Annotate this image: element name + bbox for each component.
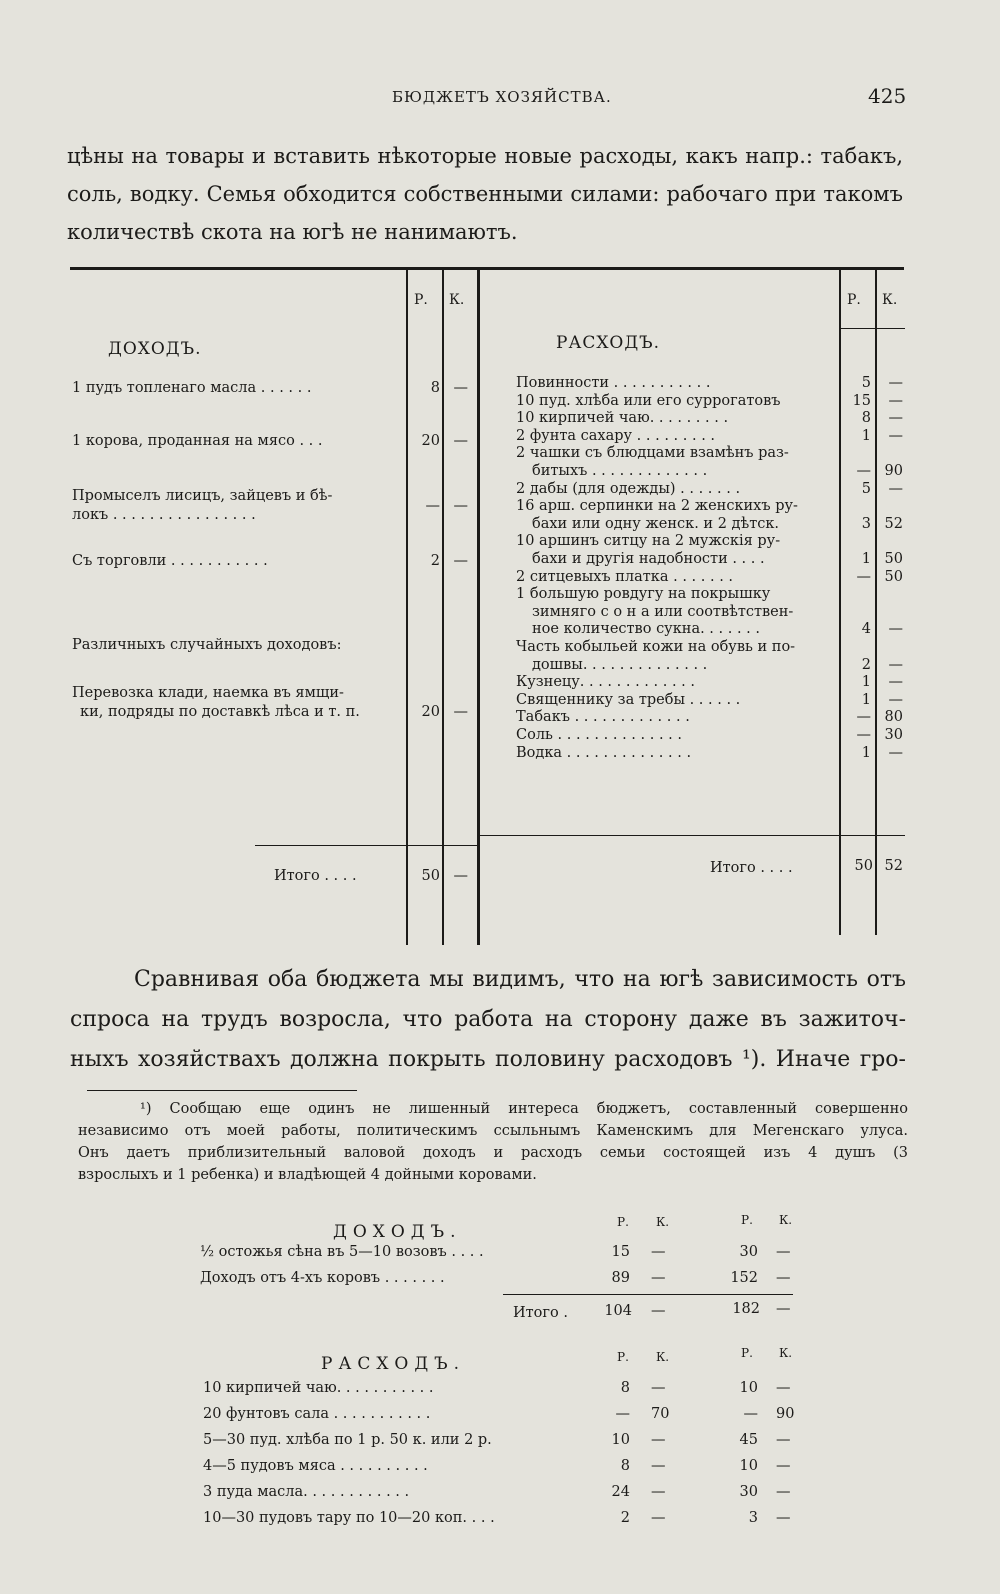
fn-row-label: 10 кирпичей чаю. . . . . . . . . . .	[203, 1380, 434, 1396]
fn-row-k2: —	[776, 1510, 791, 1526]
income-row-label: Перевозка клади, наемка въ ямщи-	[72, 685, 344, 701]
fn-income-total-label: Итого .	[513, 1305, 568, 1321]
fn-row-r2: 152	[730, 1270, 758, 1286]
fn-income-total-r1: 104	[604, 1303, 632, 1319]
fn-row-k1: —	[651, 1458, 666, 1474]
expense-row-r: —	[856, 727, 871, 743]
expense-total-k: 52	[884, 858, 903, 874]
header-underline	[839, 328, 905, 329]
expense-row-r: —	[856, 569, 871, 585]
expense-row-r: 1	[861, 551, 871, 567]
footnote-line: Онъ даетъ приблизительный валовой доходъ и расходъ семьи состоящей изъ 4 душъ (3	[78, 1145, 908, 1161]
expense-row-label: 10 кирпичей чаю. . . . . . . . .	[516, 410, 729, 426]
expense-col-r-header: Р.	[847, 292, 861, 308]
income-row-k: —	[453, 553, 468, 569]
fn-row-k1: 70	[651, 1406, 670, 1422]
income-total-k: —	[453, 868, 468, 884]
fn-row-label: Доходъ отъ 4-хъ коровъ . . . . . . .	[200, 1270, 445, 1286]
income-row-label: 1 корова, проданная на мясо . . .	[72, 433, 323, 449]
conclusion-paragraph	[70, 960, 906, 1080]
conclusion-line: спроса на трудъ возросла, что работа на сторону даже въ зажиточ-	[70, 1007, 906, 1032]
income-row-r: 20	[421, 433, 440, 449]
fn-row-k2: 90	[776, 1406, 795, 1422]
fn-col-r1: Р.	[617, 1215, 629, 1229]
intro-line: цѣны на товары и вставить нѣкоторые новые расходы, какъ напр.: табакъ,	[67, 144, 903, 168]
fn-row-r2: 45	[739, 1432, 758, 1448]
expense-row-r: 5	[861, 375, 871, 391]
expense-row-label: бахи и другія надобности . . . .	[532, 551, 765, 567]
expense-row-r: 5	[861, 481, 871, 497]
fn-income-total-r2: 182	[732, 1301, 760, 1317]
intro-line: соль, водку. Семья обходится собственными силами: рабочаго при такомъ	[67, 182, 903, 206]
expense-row-k: 50	[884, 551, 903, 567]
footnote-line: независимо отъ моей работы, политическимъ ссыльнымъ Каменскимъ для Мегенскаго улуса.	[78, 1123, 908, 1139]
fn-row-r1: 15	[611, 1244, 630, 1260]
fn-col-k1b: К.	[656, 1350, 670, 1364]
income-col-k-header: К.	[449, 292, 465, 308]
expense-total-r: 50	[854, 858, 873, 874]
income-row-k: —	[453, 498, 468, 514]
fn-income-total-rule	[503, 1294, 793, 1295]
expense-row-label: Водка . . . . . . . . . . . . . .	[516, 745, 692, 761]
fn-income-title: ДОХОДЪ.	[333, 1222, 462, 1242]
fn-row-r2: 30	[739, 1484, 758, 1500]
expense-row-label: дошвы. . . . . . . . . . . . . .	[532, 657, 708, 673]
income-row-label: Различныхъ случайныхъ доходовъ:	[72, 637, 342, 653]
fn-row-k1: —	[651, 1244, 666, 1260]
expense-row-label: 2 чашки съ блюдцами взамѣнъ раз-	[516, 445, 789, 461]
expense-col-k-header: К.	[882, 292, 898, 308]
expense-row-r: 1	[861, 428, 871, 444]
income-total-label: Итого . . . .	[274, 868, 357, 884]
income-row-label-cont: ки, подряды по доставкѣ лѣса и т. п.	[80, 704, 360, 720]
fn-row-label: 5—30 пуд. хлѣба по 1 р. 50 к. или 2 р.	[203, 1432, 492, 1448]
fn-row-k1: —	[651, 1484, 666, 1500]
fn-income-total-k1: —	[651, 1303, 666, 1319]
expense-row-label: 16 арш. серпинки на 2 женскихъ ру-	[516, 498, 798, 514]
expense-row-r: —	[856, 709, 871, 725]
fn-row-k1: —	[651, 1510, 666, 1526]
expense-row-r: —	[856, 463, 871, 479]
fn-row-r2: 10	[739, 1458, 758, 1474]
fn-row-k2: —	[776, 1270, 791, 1286]
expense-row-k: 50	[884, 569, 903, 585]
fn-row-r1: 8	[620, 1458, 630, 1474]
fn-col-k2b: К.	[779, 1346, 793, 1360]
income-row-r: 20	[421, 704, 440, 720]
fn-row-label: 3 пуда масла. . . . . . . . . . . .	[203, 1484, 410, 1500]
fn-row-k2: —	[776, 1432, 791, 1448]
expense-row-k: —	[888, 410, 903, 426]
fn-row-k2: —	[776, 1484, 791, 1500]
expense-row-label: Священнику за требы . . . . . .	[516, 692, 741, 708]
income-row-label: Съ торговли . . . . . . . . . . .	[72, 553, 268, 569]
fn-row-k1: —	[651, 1270, 666, 1286]
conclusion-line: ныхъ хозяйствахъ должна покрыть половину расходовъ ¹). Иначе гро-	[70, 1047, 906, 1072]
fn-row-r2: —	[743, 1406, 758, 1422]
expense-row-r: 1	[861, 674, 871, 690]
fn-col-k1: К.	[656, 1215, 670, 1229]
expense-total-rule	[480, 835, 905, 836]
fn-col-k2: К.	[779, 1213, 793, 1227]
expense-row-r: 15	[852, 393, 871, 409]
footnote-rule	[87, 1090, 357, 1091]
fn-col-r2b: Р.	[741, 1346, 753, 1360]
expense-row-label: бахи или одну женск. и 2 дѣтск.	[532, 516, 780, 532]
fn-row-label: 4—5 пудовъ мяса . . . . . . . . . .	[203, 1458, 428, 1474]
income-row-r: 2	[430, 553, 440, 569]
running-title: БЮДЖЕТЪ ХОЗЯЙСТВА.	[392, 88, 612, 106]
column-rule	[477, 270, 480, 945]
expense-row-label: зимняго с о н а или соотвѣтствен-	[532, 604, 794, 620]
income-row-r: —	[425, 498, 440, 514]
expense-row-label: 1 большую ровдугу на покрышку	[516, 586, 771, 602]
expense-row-k: —	[888, 481, 903, 497]
column-rule	[406, 270, 408, 945]
expense-row-r: 1	[861, 692, 871, 708]
footnote-text	[78, 1098, 908, 1186]
fn-row-r1: 89	[611, 1270, 630, 1286]
conclusion-line: Сравнивая оба бюджета мы видимъ, что на югѣ зависимость отъ	[134, 967, 906, 992]
fn-row-r1: 24	[611, 1484, 630, 1500]
expense-row-label: Повинности . . . . . . . . . . .	[516, 375, 711, 391]
expense-row-r: 8	[861, 410, 871, 426]
expense-row-k: —	[888, 621, 903, 637]
expense-row-label: битыхъ . . . . . . . . . . . . .	[532, 463, 708, 479]
expense-row-k: —	[888, 674, 903, 690]
footnote-line: ¹) Сообщаю еще одинъ не лишенный интереса бюджетъ, составленный совершенно	[140, 1101, 908, 1117]
expense-row-label: 2 ситцевыхъ платка . . . . . . .	[516, 569, 734, 585]
fn-row-k2: —	[776, 1380, 791, 1396]
expense-row-label: 10 аршинъ ситцу на 2 мужскія ру-	[516, 533, 781, 549]
expense-row-k: 90	[884, 463, 903, 479]
expense-row-k: 30	[884, 727, 903, 743]
expense-row-k: —	[888, 745, 903, 761]
expense-row-label: 2 фунта сахару . . . . . . . . .	[516, 428, 716, 444]
expense-row-label: Кузнецу. . . . . . . . . . . . .	[516, 674, 695, 690]
income-row-label-cont: локъ . . . . . . . . . . . . . . . .	[72, 507, 256, 523]
income-title: ДОХОДЪ.	[108, 339, 202, 359]
fn-row-k2: —	[776, 1458, 791, 1474]
expense-row-k: —	[888, 428, 903, 444]
expense-total-label: Итого . . . .	[710, 860, 793, 876]
expense-row-r: 3	[861, 516, 871, 532]
fn-income-total-k2: —	[776, 1301, 791, 1317]
fn-row-r1: —	[615, 1406, 630, 1422]
fn-col-r2: Р.	[741, 1213, 753, 1227]
expense-row-r: 1	[861, 745, 871, 761]
fn-row-k2: —	[776, 1244, 791, 1260]
fn-row-label: 20 фунтовъ сала . . . . . . . . . . .	[203, 1406, 431, 1422]
table-top-rule	[70, 267, 904, 270]
income-row-k: —	[453, 380, 468, 396]
expense-row-k: —	[888, 657, 903, 673]
expense-row-label: Часть кобыльей кожи на обувь и по-	[516, 639, 796, 655]
income-row-label: Промыселъ лисицъ, зайцевъ и бѣ-	[72, 488, 333, 504]
fn-row-k1: —	[651, 1432, 666, 1448]
income-row-k: —	[453, 704, 468, 720]
expense-title: РАСХОДЪ.	[556, 333, 661, 353]
column-rule	[442, 270, 444, 945]
expense-row-label: Табакъ . . . . . . . . . . . . .	[516, 709, 690, 725]
expense-row-label: 2 дабы (для одежды) . . . . . . .	[516, 481, 741, 497]
income-col-r-header: Р.	[414, 292, 428, 308]
fn-row-r1: 2	[620, 1510, 630, 1526]
intro-line: количествѣ скота на югѣ не нанимаютъ.	[67, 220, 518, 244]
fn-col-r1b: Р.	[617, 1350, 629, 1364]
fn-row-r2: 3	[748, 1510, 758, 1526]
expense-row-label: 10 пуд. хлѣба или его суррогатовъ	[516, 393, 781, 409]
expense-row-r: 4	[861, 621, 871, 637]
income-row-k: —	[453, 433, 468, 449]
expense-row-k: —	[888, 375, 903, 391]
income-total-rule	[255, 845, 477, 846]
income-row-r: 8	[430, 380, 440, 396]
income-row-label: 1 пудъ топленаго масла . . . . . .	[72, 380, 312, 396]
expense-row-k: 52	[884, 516, 903, 532]
expense-row-label: Соль . . . . . . . . . . . . . .	[516, 727, 682, 743]
expense-row-k: —	[888, 393, 903, 409]
expense-row-label: ное количество сукна. . . . . . .	[532, 621, 761, 637]
intro-paragraph	[67, 137, 903, 251]
page-number: 425	[868, 84, 907, 108]
fn-row-label: ½ остожья сѣна въ 5—10 возовъ . . . .	[200, 1244, 484, 1260]
footnote-line: взрослыхъ и 1 ребенка) и владѣющей 4 дойными коровами.	[78, 1167, 537, 1183]
fn-row-r2: 30	[739, 1244, 758, 1260]
fn-expense-title: РАСХОДЪ.	[321, 1354, 466, 1374]
expense-row-k: —	[888, 692, 903, 708]
expense-row-r: 2	[861, 657, 871, 673]
fn-row-r1: 8	[620, 1380, 630, 1396]
fn-row-k1: —	[651, 1380, 666, 1396]
fn-row-r1: 10	[611, 1432, 630, 1448]
fn-row-label: 10—30 пудовъ тару по 10—20 коп. . . .	[203, 1510, 495, 1526]
expense-row-k: 80	[884, 709, 903, 725]
income-total-r: 50	[421, 868, 440, 884]
fn-row-r2: 10	[739, 1380, 758, 1396]
